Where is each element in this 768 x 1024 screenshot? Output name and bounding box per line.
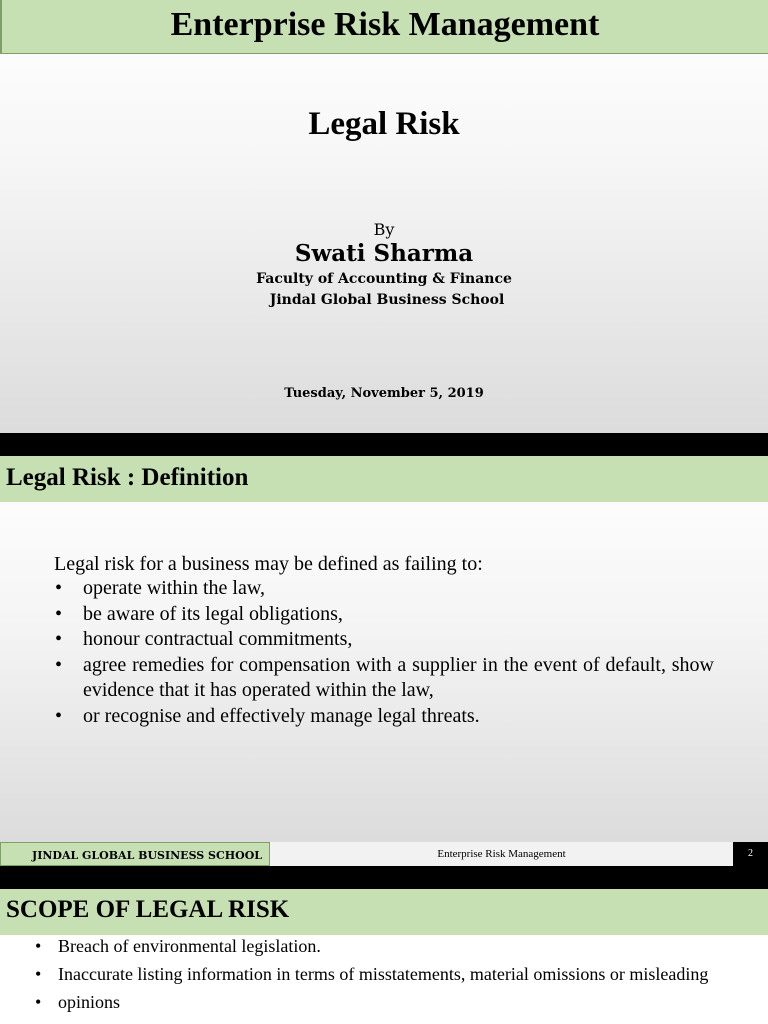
list-item: • honour contractual commitments, [54, 627, 714, 653]
list-item: • be aware of its legal obligations, [54, 602, 714, 628]
bullet-glyph: • [55, 577, 63, 599]
author-school: Jindal Global Business School [269, 292, 505, 308]
title-slide [0, 0, 768, 433]
slide-heading-bar [0, 889, 768, 935]
list-item: • Inaccurate listing information in terms of misstatements, material omissions or misleading [35, 964, 709, 984]
bullet-glyph: • [55, 653, 63, 676]
slide-heading: SCOPE OF LEGAL RISK [6, 896, 290, 923]
bullet-glyph: • [55, 602, 63, 625]
footer-course: Enterprise Risk Management [270, 842, 733, 866]
header-bar [0, 0, 768, 54]
footer-school: JINDAL GLOBAL BUSINESS SCHOOL [0, 842, 270, 866]
bullet-glyph: • [35, 964, 42, 984]
slide-footer [0, 842, 768, 866]
bullet-glyph: • [55, 628, 63, 650]
scope-list [35, 936, 740, 1020]
by-label: By [373, 220, 395, 239]
bullet-glyph: • [55, 704, 63, 727]
bullet-glyph: • [35, 992, 42, 1012]
definition-list [54, 576, 714, 729]
presentation-date: Tuesday, November 5, 2019 [284, 386, 484, 401]
slide-title: Legal Risk [308, 106, 460, 142]
page-number: 2 [733, 842, 768, 866]
slide-heading-bar [0, 456, 768, 502]
bullet-glyph: • [35, 936, 42, 956]
list-item: • or recognise and effectively manage legal threats. [54, 704, 714, 730]
list-item: • opinions [35, 992, 121, 1012]
scope-slide [0, 889, 768, 1024]
author-name: Swati Sharma [294, 240, 474, 267]
definition-intro: Legal risk for a business may be defined as failing to: [54, 553, 483, 575]
slide-heading: Legal Risk : Definition [6, 464, 249, 491]
header-title: Enterprise Risk Management [170, 6, 600, 43]
author-department: Faculty of Accounting & Finance [256, 271, 512, 287]
definition-slide [0, 456, 768, 866]
list-item: • agree remedies for compensation with a supplier in the event of default, show evidence that it has operated within the law, [55, 653, 714, 701]
list-item: • Breach of environmental legislation. [35, 936, 321, 956]
list-item: • operate within the law, [54, 576, 714, 602]
